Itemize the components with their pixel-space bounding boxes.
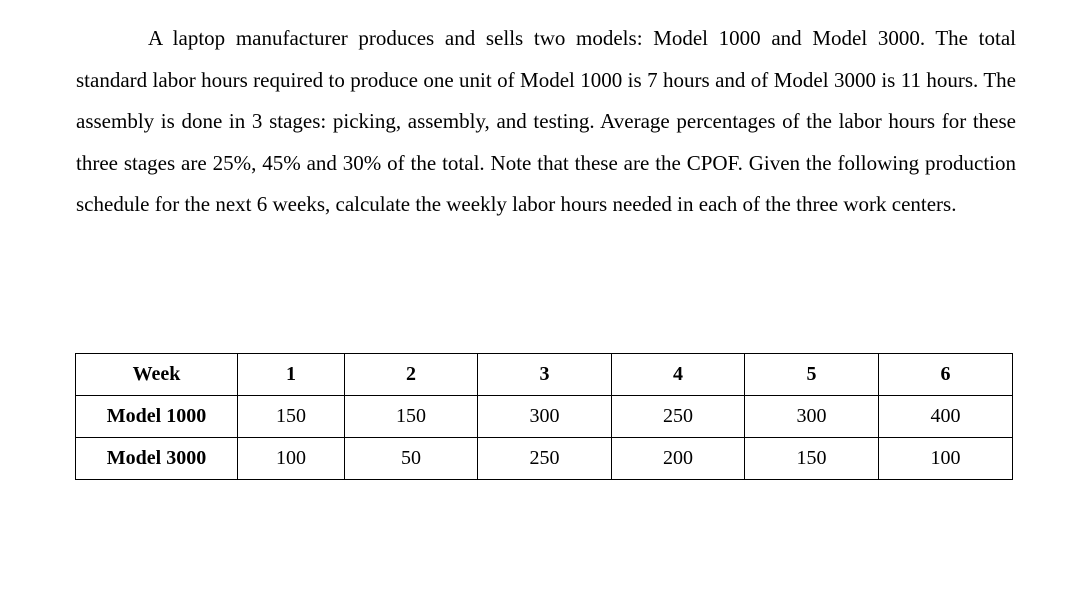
header-cell-week-4: 4 [612, 354, 745, 396]
table-cell: 50 [345, 438, 478, 480]
table-cell: 100 [879, 438, 1013, 480]
table-cell: 300 [745, 396, 879, 438]
table-cell: 150 [745, 438, 879, 480]
header-cell-week-3: 3 [478, 354, 612, 396]
problem-paragraph: A laptop manufacturer produces and sells two models: Model 1000 and Model 3000. The total standard labor hours required to produce one unit of Model 1000 is 7 hours and of Model 3000 is 11 hours. The assembly is done in 3 stages: picking, assembly, and testing. Average percentages of the labor hours for these three stages are 25%, 45% and 30% of the total. Note that these are the CPOF. Given the following production schedule for the next 6 weeks, calculate the weekly labor hours needed in each of the three work centers. [76, 26, 1016, 216]
table-cell: 150 [345, 396, 478, 438]
production-schedule-table [75, 353, 1013, 480]
header-cell-week-1: 1 [238, 354, 345, 396]
table-row-model-1000 [76, 396, 1013, 438]
header-cell-week-2: 2 [345, 354, 478, 396]
table-cell: 250 [478, 438, 612, 480]
table-cell: 300 [478, 396, 612, 438]
table-cell: 150 [238, 396, 345, 438]
row-label-model-3000: Model 3000 [76, 438, 238, 480]
table-row-model-3000 [76, 438, 1013, 480]
table-cell: 200 [612, 438, 745, 480]
table-cell: 250 [612, 396, 745, 438]
table-cell: 400 [879, 396, 1013, 438]
header-cell-week-5: 5 [745, 354, 879, 396]
table-cell: 100 [238, 438, 345, 480]
header-cell-week: Week [76, 354, 238, 396]
row-label-model-1000: Model 1000 [76, 396, 238, 438]
table-header-row [76, 354, 1013, 396]
header-cell-week-6: 6 [879, 354, 1013, 396]
